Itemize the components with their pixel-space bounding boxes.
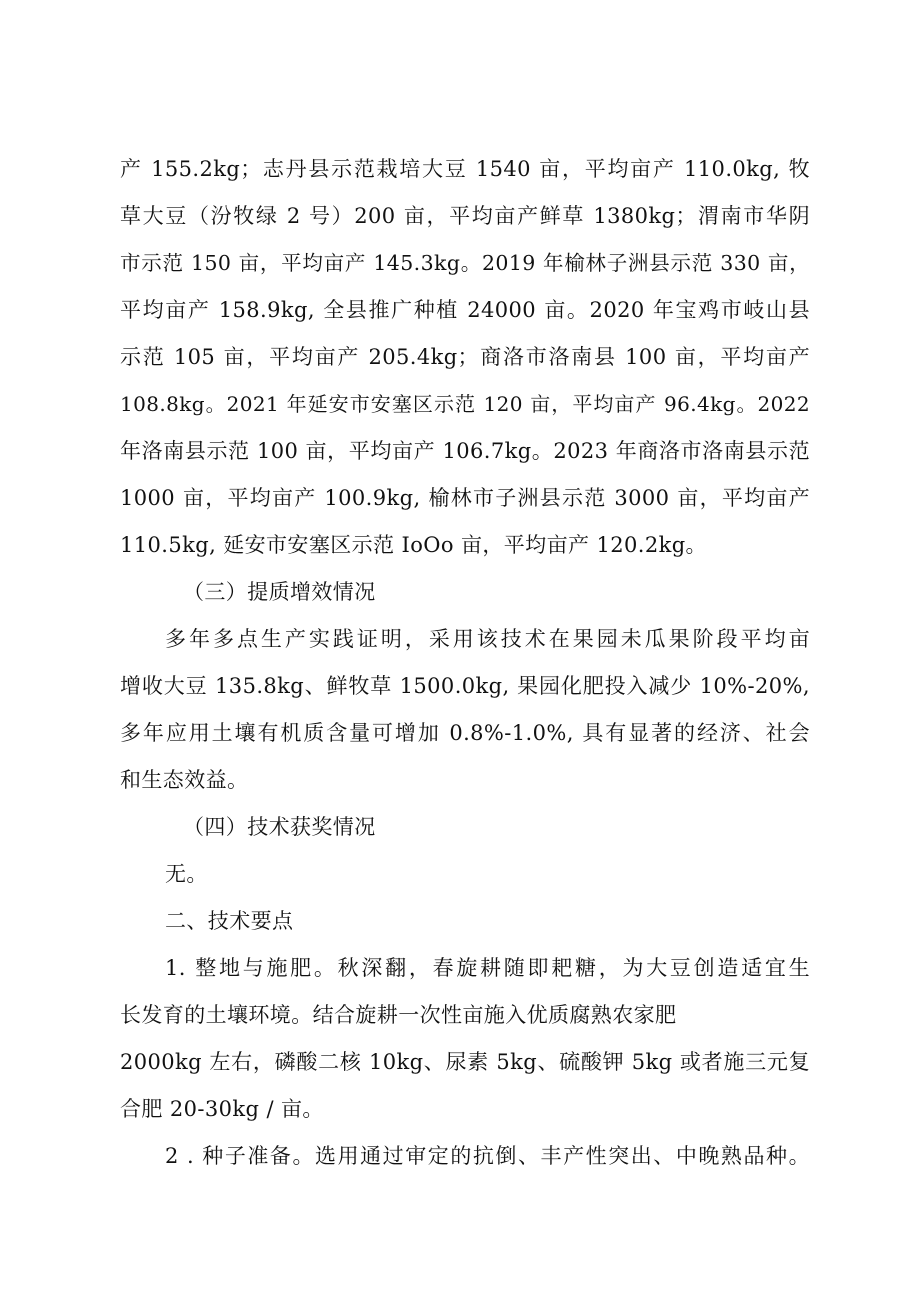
text-line: 长发育的土壤环境。结合旋耕一次性亩施入优质腐熟农家肥 [120, 1003, 677, 1027]
text-line: 1000 亩，平均亩产 100.9kg, 榆林市子洲县示范 3000 亩，平均亩产 [120, 486, 810, 510]
text-line: 增收大豆 135.8kg、鲜牧草 1500.0kg, 果园化肥投入减少 10%-20%, [120, 674, 810, 698]
section-heading-4: （四）技术获奖情况 [183, 815, 376, 839]
text-line: 108.8kg。2021 年延安市安塞区示范 120 亩，平均亩产 96.4kg。2022 [120, 392, 810, 416]
text-line: 2 . 种子准备。选用通过审定的抗倒、丰产性突出、中晚熟品种。 [165, 1144, 810, 1168]
text-line: 多年多点生产实践证明，采用该技术在果园未瓜果阶段平均亩 [165, 627, 810, 651]
text-line: 1. 整地与施肥。秋深翻，春旋耕随即耙糖，为大豆创造适宜生 [165, 956, 810, 980]
text-line: 多年应用土壤有机质含量可增加 0.8%-1.0%, 具有显著的经济、社会 [120, 721, 810, 745]
section-heading-3: （三）提质增效情况 [183, 580, 376, 604]
text-line: 年洛南县示范 100 亩，平均亩产 106.7kg。2023 年商洛市洛南县示范 [120, 439, 810, 463]
text-line: 无。 [165, 862, 208, 886]
text-line: 合肥 20-30kg / 亩。 [120, 1097, 324, 1121]
section-title-2: 二、技术要点 [165, 909, 294, 933]
text-line: 市示范 150 亩，平均亩产 145.3kg。2019 年榆林子洲县示范 330 亩， [120, 251, 810, 275]
text-line: 2000kg 左右，磷酸二核 10kg、尿素 5kg、硫酸钾 5kg 或者施三元复 [120, 1050, 810, 1074]
text-line: 示范 105 亩，平均亩产 205.4kg；商洛市洛南县 100 亩，平均亩产 [120, 345, 810, 369]
text-line: 110.5kg, 延安市安塞区示范 IoOo 亩，平均亩产 120.2kg。 [120, 533, 707, 557]
text-line: 草大豆（汾牧绿 2 号）200 亩，平均亩产鲜草 1380kg；渭南市华阴 [120, 204, 810, 228]
text-line: 平均亩产 158.9kg, 全县推广种植 24000 亩。2020 年宝鸡市岐山县 [120, 298, 810, 322]
text-line: 产 155.2kg；志丹县示范栽培大豆 1540 亩，平均亩产 110.0kg, 牧 [120, 157, 810, 181]
text-line: 和生态效益。 [120, 768, 249, 792]
